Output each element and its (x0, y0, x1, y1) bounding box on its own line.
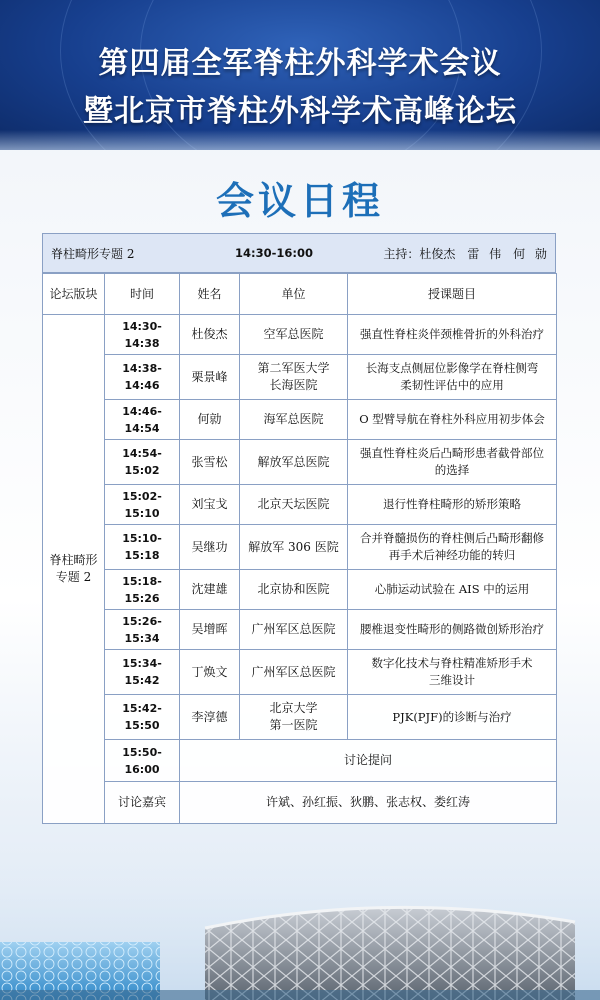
unit-cell: 北京大学 第一医院 (240, 695, 348, 740)
time-cell: 14:54-15:02 (105, 440, 180, 485)
table-row (43, 440, 557, 485)
unit-cell: 解放军 306 医院 (240, 525, 348, 570)
schedule-body (43, 315, 557, 824)
header-banner (0, 0, 600, 150)
speaker-name-cell: 杜俊杰 (180, 315, 240, 355)
speaker-name-cell: 张雪松 (180, 440, 240, 485)
speaker-name-cell: 何勍 (180, 400, 240, 440)
column-header: 时间 (105, 274, 180, 315)
table-row (43, 610, 557, 650)
time-cell: 15:10-15:18 (105, 525, 180, 570)
speaker-name-cell: 刘宝戈 (180, 485, 240, 525)
session-time: 14:30-16:00 (235, 246, 313, 260)
topic-cell: 退行性脊柱畸形的矫形策略 (348, 485, 557, 525)
time-cell: 14:38-14:46 (105, 355, 180, 400)
speaker-name-cell: 沈建雄 (180, 570, 240, 610)
conference-title-line1: 第四届全军脊柱外科学术会议 (98, 46, 502, 81)
schedule-table (42, 273, 557, 824)
table-row (43, 485, 557, 525)
guests-label: 讨论嘉宾 (105, 782, 180, 824)
unit-cell: 第二军医大学 长海医院 (240, 355, 348, 400)
unit-cell: 解放军总医院 (240, 440, 348, 485)
table-row (43, 355, 557, 400)
topic-cell: PJK(PJF)的诊断与治疗 (348, 695, 557, 740)
topic-cell: 强直性脊柱炎伴颈椎骨折的外科治疗 (348, 315, 557, 355)
speaker-name-cell: 吴继功 (180, 525, 240, 570)
unit-cell: 广州军区总医院 (240, 610, 348, 650)
session-hosts: 主持：杜俊杰 雷 伟 何 勍 (383, 246, 547, 261)
column-header: 论坛版块 (43, 274, 105, 315)
unit-cell: 北京协和医院 (240, 570, 348, 610)
stadium-illustration (0, 850, 600, 1000)
speaker-name-cell: 栗景峰 (180, 355, 240, 400)
discussion-label: 讨论提问 (180, 740, 557, 782)
topic-cell: 强直性脊柱炎后凸畸形患者截骨部位 的选择 (348, 440, 557, 485)
session-name: 脊柱畸形专题 2 (51, 246, 135, 261)
header-glow (0, 130, 600, 150)
table-header-row (43, 274, 557, 315)
time-cell: 15:02-15:10 (105, 485, 180, 525)
table-row (43, 650, 557, 695)
speaker-name-cell: 丁焕文 (180, 650, 240, 695)
birds-nest-icon (205, 907, 575, 1000)
forum-block-cell: 脊柱畸形专题 2 (43, 315, 105, 824)
table-row (43, 315, 557, 355)
table-row (43, 695, 557, 740)
session-bar (42, 233, 556, 273)
speaker-name-cell: 吴增晖 (180, 610, 240, 650)
table-row (43, 400, 557, 440)
topic-cell: 长海支点侧屈位影像学在脊柱侧弯 柔韧性评估中的应用 (348, 355, 557, 400)
schedule-table-container (42, 233, 556, 824)
time-cell: 14:46-14:54 (105, 400, 180, 440)
time-cell: 15:34-15:42 (105, 650, 180, 695)
unit-cell: 空军总医院 (240, 315, 348, 355)
unit-cell: 海军总医院 (240, 400, 348, 440)
speaker-name-cell: 李淳德 (180, 695, 240, 740)
topic-cell: 心肺运动试验在 AIS 中的运用 (348, 570, 557, 610)
discussion-row (43, 740, 557, 782)
unit-cell: 北京天坛医院 (240, 485, 348, 525)
conference-title-line2: 暨北京市脊柱外科学术高峰论坛 (83, 94, 517, 129)
topic-cell: O 型臂导航在脊柱外科应用初步体会 (348, 400, 557, 440)
column-header: 姓名 (180, 274, 240, 315)
topic-cell: 数字化技术与脊柱精准矫形手术 三维设计 (348, 650, 557, 695)
schedule-title: 会议日程 (215, 179, 384, 223)
time-cell: 15:50-16:00 (105, 740, 180, 782)
guests-row (43, 782, 557, 824)
guests-names: 许斌、孙红振、狄鹏、张志权、娄红涛 (180, 782, 557, 824)
time-cell: 15:18-15:26 (105, 570, 180, 610)
time-cell: 14:30-14:38 (105, 315, 180, 355)
topic-cell: 腰椎退变性畸形的侧路微创矫形治疗 (348, 610, 557, 650)
time-cell: 15:42-15:50 (105, 695, 180, 740)
topic-cell: 合并脊髓损伤的脊柱侧后凸畸形翻修 再手术后神经功能的转归 (348, 525, 557, 570)
unit-cell: 广州军区总医院 (240, 650, 348, 695)
time-cell: 15:26-15:34 (105, 610, 180, 650)
column-header: 授课题目 (348, 274, 557, 315)
column-header: 单位 (240, 274, 348, 315)
table-row (43, 570, 557, 610)
table-row (43, 525, 557, 570)
